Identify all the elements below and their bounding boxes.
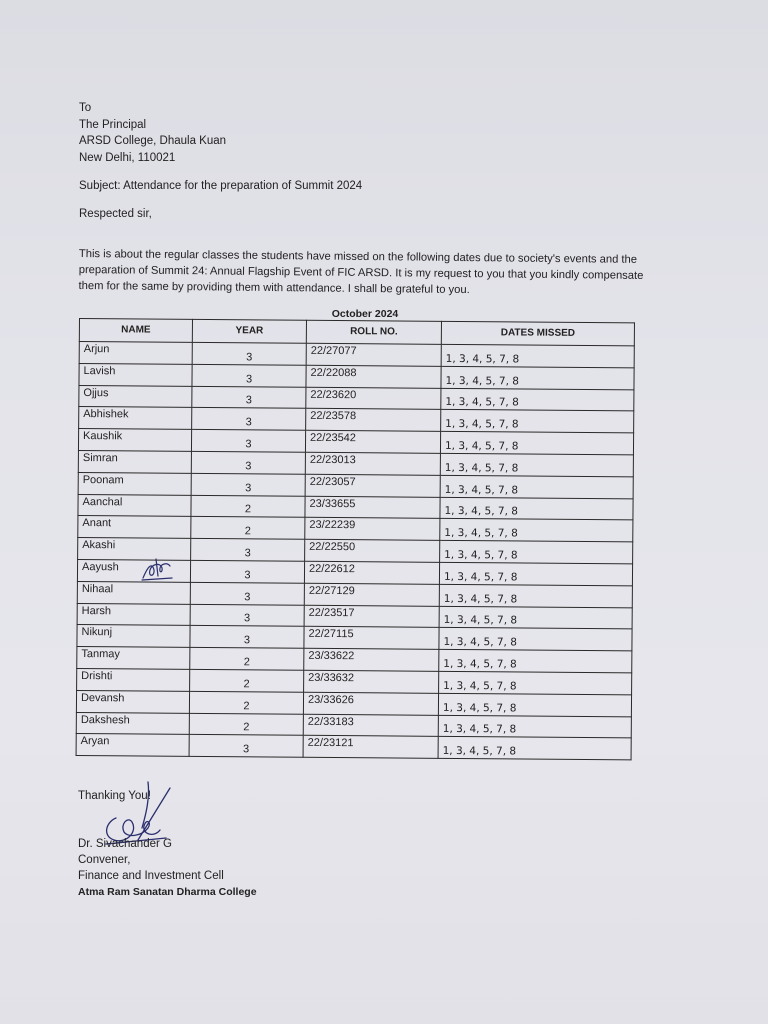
signer-designation: Convener, — [78, 854, 131, 866]
roll-number: 22/22612 — [304, 561, 439, 584]
salutation: Respected sir, — [79, 208, 152, 220]
roll-number: 22/23578 — [306, 409, 441, 432]
student-name: Akashi — [78, 538, 191, 561]
roll-number: 22/27115 — [304, 627, 439, 650]
roll-number: 22/23013 — [305, 452, 440, 475]
roll-number: 22/23542 — [305, 430, 440, 453]
dates-missed: 1, 3, 4, 5, 7, 8 — [440, 475, 633, 498]
dates-missed: 1, 3, 4, 5, 7, 8 — [440, 453, 633, 476]
dates-missed: 1, 3, 4, 5, 7, 8 — [440, 541, 633, 564]
roll-number: 22/22088 — [306, 365, 441, 388]
signer-college: Atma Ram Sanatan Dharma College — [78, 886, 257, 898]
student-name: Arjun — [79, 342, 192, 365]
table-caption: October 2024 — [331, 308, 399, 320]
subject-line: Subject: Attendance for the preparation of Summit 2024 — [79, 180, 363, 192]
student-year: 3 — [192, 342, 306, 365]
student-year: 3 — [191, 430, 305, 453]
student-year: 3 — [189, 735, 303, 758]
student-year: 3 — [191, 539, 305, 562]
roll-number: 22/23620 — [306, 387, 441, 410]
student-year: 2 — [191, 517, 305, 540]
student-name: Devansh — [76, 690, 189, 713]
student-name: Aryan — [76, 734, 189, 757]
roll-number: 23/33632 — [304, 670, 439, 693]
header-dates-missed: DATES MISSED — [441, 321, 634, 346]
header-roll-no: ROLL NO. — [306, 320, 441, 344]
signer-cell: Finance and Investment Cell — [78, 870, 224, 882]
address-line: To — [79, 102, 92, 114]
student-year: 3 — [192, 408, 306, 431]
student-name: Ojjus — [79, 385, 192, 408]
student-name: Simran — [78, 450, 191, 473]
roll-number: 23/22239 — [305, 518, 440, 541]
roll-number: 22/33183 — [303, 714, 438, 737]
table-body — [76, 342, 634, 760]
student-name: Harsh — [77, 603, 190, 626]
student-year: 3 — [191, 451, 305, 474]
dates-missed: 1, 3, 4, 5, 7, 8 — [439, 606, 632, 629]
dates-missed: 1, 3, 4, 5, 7, 8 — [439, 671, 632, 694]
dates-missed: 1, 3, 4, 5, 7, 8 — [438, 693, 631, 716]
header-year: YEAR — [192, 319, 306, 343]
student-name: Kaushik — [78, 429, 191, 452]
address-line: The Principal — [79, 118, 147, 131]
table-row — [76, 734, 631, 760]
initials-signature-icon — [140, 556, 174, 584]
student-year: 3 — [192, 386, 306, 409]
body-paragraph: This is about the regular classes the students have missed on the following dates due to society's events and the preparation of Summit 24: Annual Flagship Event of FIC ARSD. It is my request to you that you kindly compensate them for the same by providing them with attendance. I shall be grateful to you. — [78, 247, 644, 297]
student-year: 3 — [190, 604, 304, 627]
header-name: NAME — [79, 319, 192, 343]
student-year: 2 — [189, 713, 303, 736]
dates-missed: 1, 3, 4, 5, 7, 8 — [439, 628, 632, 651]
dates-missed: 1, 3, 4, 5, 7, 8 — [440, 519, 633, 542]
student-name: Lavish — [79, 363, 192, 386]
student-year: 3 — [190, 626, 304, 649]
signer-block — [78, 836, 257, 900]
student-year: 3 — [191, 473, 305, 496]
signer-name: Dr. Sivachander G — [78, 838, 172, 850]
dates-missed: 1, 3, 4, 5, 7, 8 — [441, 410, 634, 433]
roll-number: 22/23121 — [303, 736, 438, 759]
recipient-address — [79, 100, 226, 166]
dates-missed: 1, 3, 4, 5, 7, 8 — [440, 497, 633, 520]
dates-missed: 1, 3, 4, 5, 7, 8 — [438, 737, 631, 760]
roll-number: 22/22550 — [305, 539, 440, 562]
student-name: Nihaal — [77, 581, 190, 604]
dates-missed: 1, 3, 4, 5, 7, 8 — [441, 366, 634, 389]
roll-number: 23/33622 — [304, 648, 439, 671]
roll-number: 22/23517 — [304, 605, 439, 628]
closing-line: Thanking You! — [78, 790, 151, 802]
dates-missed: 1, 3, 4, 5, 7, 8 — [441, 344, 634, 367]
roll-number: 23/33626 — [303, 692, 438, 715]
student-year: 3 — [192, 364, 306, 387]
attendance-table — [76, 318, 635, 760]
student-name: Tanmay — [77, 647, 190, 670]
address-line: New Delhi, 110021 — [79, 151, 176, 164]
student-name: Nikunj — [77, 625, 190, 648]
dates-missed: 1, 3, 4, 5, 7, 8 — [438, 715, 631, 738]
roll-number: 22/27129 — [304, 583, 439, 606]
student-name: Dakshesh — [76, 712, 189, 735]
dates-missed: 1, 3, 4, 5, 7, 8 — [439, 649, 632, 672]
student-year: 2 — [191, 495, 305, 518]
dates-missed: 1, 3, 4, 5, 7, 8 — [440, 432, 633, 455]
roll-number: 23/33655 — [305, 496, 440, 519]
student-year: 3 — [190, 560, 304, 583]
student-year: 2 — [189, 691, 303, 714]
roll-number: 22/23057 — [305, 474, 440, 497]
student-year: 2 — [190, 669, 304, 692]
dates-missed: 1, 3, 4, 5, 7, 8 — [441, 388, 634, 411]
student-name: Abhishek — [79, 407, 192, 430]
student-name: Aanchal — [78, 494, 191, 517]
student-name: Poonam — [78, 472, 191, 495]
address-line: ARSD College, Dhaula Kuan — [79, 135, 227, 147]
roll-number: 22/27077 — [306, 343, 441, 366]
student-name: Aayush — [77, 559, 190, 582]
dates-missed: 1, 3, 4, 5, 7, 8 — [439, 584, 632, 607]
student-year: 2 — [190, 648, 304, 671]
student-name: Anant — [78, 516, 191, 539]
dates-missed: 1, 3, 4, 5, 7, 8 — [439, 562, 632, 585]
student-year: 3 — [190, 582, 304, 605]
student-name: Drishti — [77, 668, 190, 691]
